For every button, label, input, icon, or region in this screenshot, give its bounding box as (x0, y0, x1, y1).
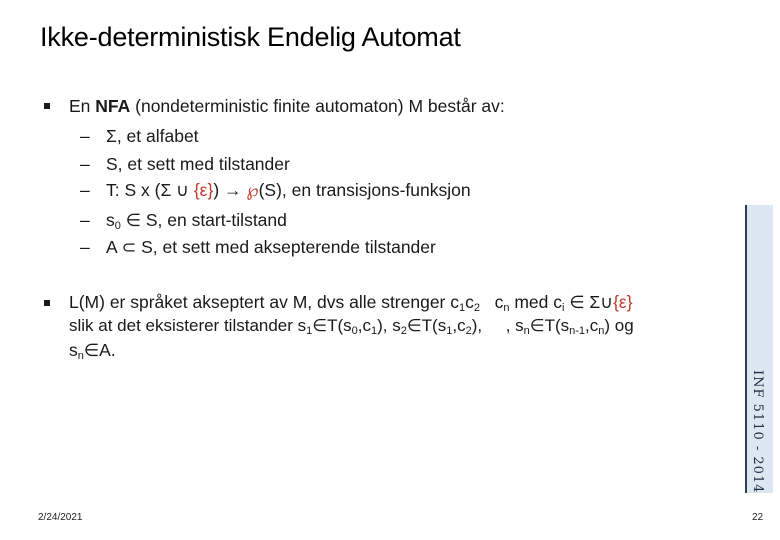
bullet-2-line-2 (69, 316, 634, 337)
b2-l3-b: ∈A. (83, 340, 116, 360)
b2-l2-a: slik at det eksisterer tilstander s (69, 316, 307, 335)
b2-l1-sub1: 1 (459, 302, 466, 314)
dash-5: – (80, 237, 90, 257)
b2-l2-sn1sub: n-1 (569, 325, 586, 337)
bullet-marker-2 (44, 300, 50, 306)
nfa-term: NFA (95, 96, 131, 116)
b2-l2-c2sub: 2 (465, 325, 472, 337)
b2-l2-s0sub: 0 (351, 325, 358, 337)
sub-item-alphabet: Σ, et alfabet (106, 126, 199, 146)
b2-l1-sub2: 2 (473, 302, 480, 314)
b2-l2-i: ,c (585, 316, 599, 335)
b2-l2-s2sub: 2 (400, 325, 407, 337)
b2-l1-e: ∈ Σ∪ (564, 292, 614, 312)
b2-l1-eps: {ε} (613, 292, 633, 312)
b2-l2-g: ), , s (471, 316, 524, 335)
sub-item-transition (106, 180, 471, 201)
b2-l1-d: med c (509, 292, 562, 312)
bullet-marker-1 (44, 103, 50, 109)
b2-l1-a: L(M) er språket akseptert av M, dvs alle strenger c (69, 292, 459, 312)
bullet-1-prefix: En (69, 96, 96, 116)
b2-l2-e: ∈T(s (406, 316, 447, 335)
footer-date: 2/24/2021 (38, 512, 83, 523)
b2-l2-c1sub: 1 (371, 325, 378, 337)
b2-l2-s1bsub: 1 (446, 325, 453, 337)
b2-l2-cnsub: n (598, 325, 605, 337)
b2-l2-s1sub: 1 (306, 325, 313, 337)
start-state-symbol: s (106, 210, 115, 230)
b2-l3-sub: n (77, 350, 84, 362)
b2-l2-snsub: n (523, 325, 530, 337)
dash-2: – (80, 154, 90, 174)
b2-l1-subn: n (503, 302, 510, 314)
b2-l2-b: ∈T(s (312, 316, 352, 335)
b2-l2-d: ), s (377, 316, 401, 335)
sub-item-states: S, et sett med tilstander (106, 154, 290, 174)
slide-title: Ikke-deterministisk Endelig Automat (40, 22, 461, 52)
b2-l2-f: ,c (452, 316, 466, 335)
transition-text-b: ) → (213, 180, 247, 200)
sub-item-start-state (106, 210, 287, 232)
dash-4: – (80, 210, 90, 230)
powerset-symbol: ℘ (246, 180, 259, 200)
epsilon-set: {ε} (193, 180, 214, 200)
course-label-text: INF 5110 - 2014 (750, 370, 765, 494)
sub-item-accepting: A ⊂ S, et sett med aksepterende tilstander (106, 237, 436, 257)
dash-3: – (80, 180, 90, 200)
bullet-1-text (69, 96, 505, 117)
b2-l2-c: ,c (357, 316, 371, 335)
course-label (747, 370, 767, 500)
b2-l2-j: ) og (604, 316, 634, 335)
b2-l1-b: c (465, 292, 474, 312)
bullet-2-line-1 (69, 292, 633, 314)
dash-1: – (80, 126, 90, 146)
transition-text-a: T: S x (Σ ∪ (106, 180, 194, 200)
transition-text-c: (S), en transisjons-funksjon (258, 180, 471, 200)
b2-l2-h: ∈T(s (529, 316, 570, 335)
start-state-text: ∈ S, en start-tilstand (120, 210, 287, 230)
b2-l3-a: s (69, 340, 78, 360)
bullet-2-line-3 (69, 340, 116, 362)
bullet-1-rest: (nondeterministic finite automaton) M består av: (130, 96, 505, 116)
b2-l1-c: c (480, 292, 504, 312)
b2-l1-subi: i (562, 302, 565, 314)
page-number: 22 (752, 512, 764, 523)
start-state-sub: 0 (114, 220, 121, 232)
